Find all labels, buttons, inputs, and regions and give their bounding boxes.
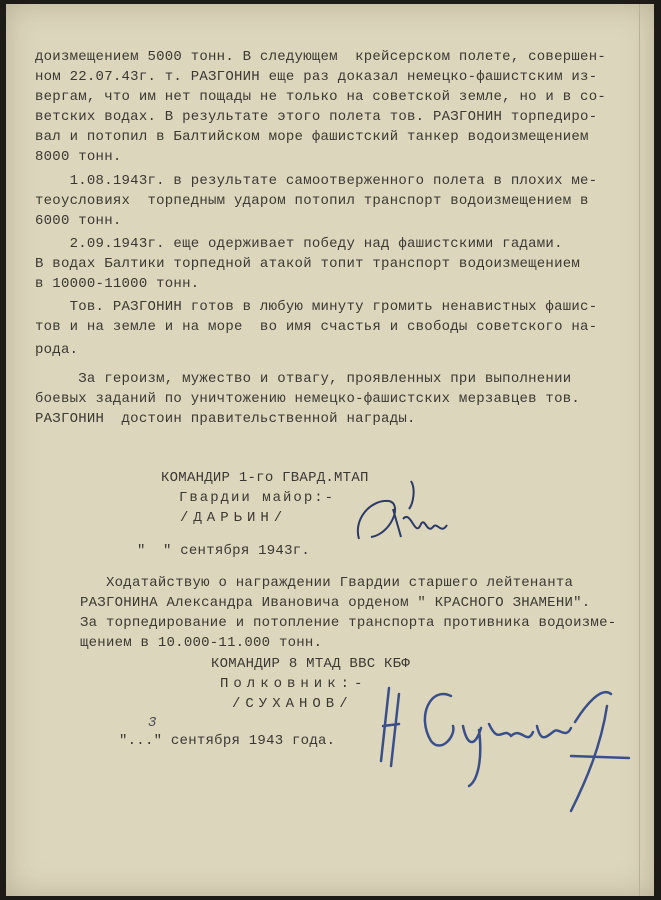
commander1-date: " " сентября 1943г. [137, 543, 311, 559]
body-line: 1.08.1943г. в результате самоотверженного полета в плохих ме- [35, 173, 598, 189]
petition-line: РАЗГОНИНА Александра Ивановича орденом " КРАСНОГО ЗНАМЕНИ". [80, 595, 591, 611]
commander1-name: /ДАРЬИН/ [180, 510, 288, 526]
body-line: доизмещением 5000 тонн. В следующем крейсерском полете, совершен- [35, 49, 606, 65]
commander1-rank: Гвардии майор:- [179, 490, 336, 506]
petition-line: щением в 10.000-11.000 тонн. [80, 635, 323, 651]
signature-sukhanov [371, 666, 641, 826]
body-line: РАЗГОНИН достоин правительственной награды. [35, 411, 416, 427]
body-line: ветских водах. В результате этого полета тов. РАЗГОНИН торпедиро- [35, 109, 598, 125]
commander2-rank: Полковник:- [220, 676, 368, 692]
body-line: В водах Балтики торпедной атакой топит транспорт водоизмещением [35, 256, 581, 272]
commander2-name: /СУХАНОВ/ [232, 696, 353, 712]
body-line: вал и потопил в Балтийском море фашистский танкер водоизмещением [35, 129, 589, 145]
body-line: тов и на земле и на море во имя счастья и свободы советского на- [35, 319, 598, 335]
body-line: рода. [35, 342, 79, 358]
petition-line: За торпедирование и потопление транспорта противника водоизме- [80, 615, 617, 631]
signature-darin [331, 479, 471, 559]
body-line: 2.09.1943г. еще одерживает победу над фашистскими гадами. [35, 236, 563, 252]
body-line: За героизм, мужество и отвагу, проявленных при выполнении [35, 371, 572, 387]
date-day-handwritten: 3 [148, 715, 157, 731]
body-line: боевых заданий по уничтожению немецко-фашистских мерзавцев тов. [35, 391, 581, 407]
commander2-title: КОМАНДИР 8 МТАД ВВС КБФ [211, 656, 410, 672]
commander1-title: КОМАНДИР 1-го ГВАРД.МТАП [161, 470, 369, 486]
body-line: 8000 тонн. [35, 149, 122, 165]
body-line: теоусловиях торпедным ударом потопил транспорт водоизмещением в [35, 193, 589, 209]
document-page [6, 4, 654, 896]
commander2-date: "..." сентября 1943 года. [119, 733, 336, 749]
body-line: Тов. РАЗГОНИН готов в любую минуту громить ненавистных фашис- [35, 299, 598, 315]
body-line: вергам, что им нет пощады не только на советской земле, но и в со- [35, 89, 606, 105]
body-line: ном 22.07.43г. т. РАЗГОНИН еще раз доказал немецко-фашистским из- [35, 69, 598, 85]
body-line: в 10000-11000 тонн. [35, 276, 200, 292]
body-line: 6000 тонн. [35, 213, 122, 229]
petition-line: Ходатайствую о награждении Гвардии старшего лейтенанта [106, 575, 574, 591]
